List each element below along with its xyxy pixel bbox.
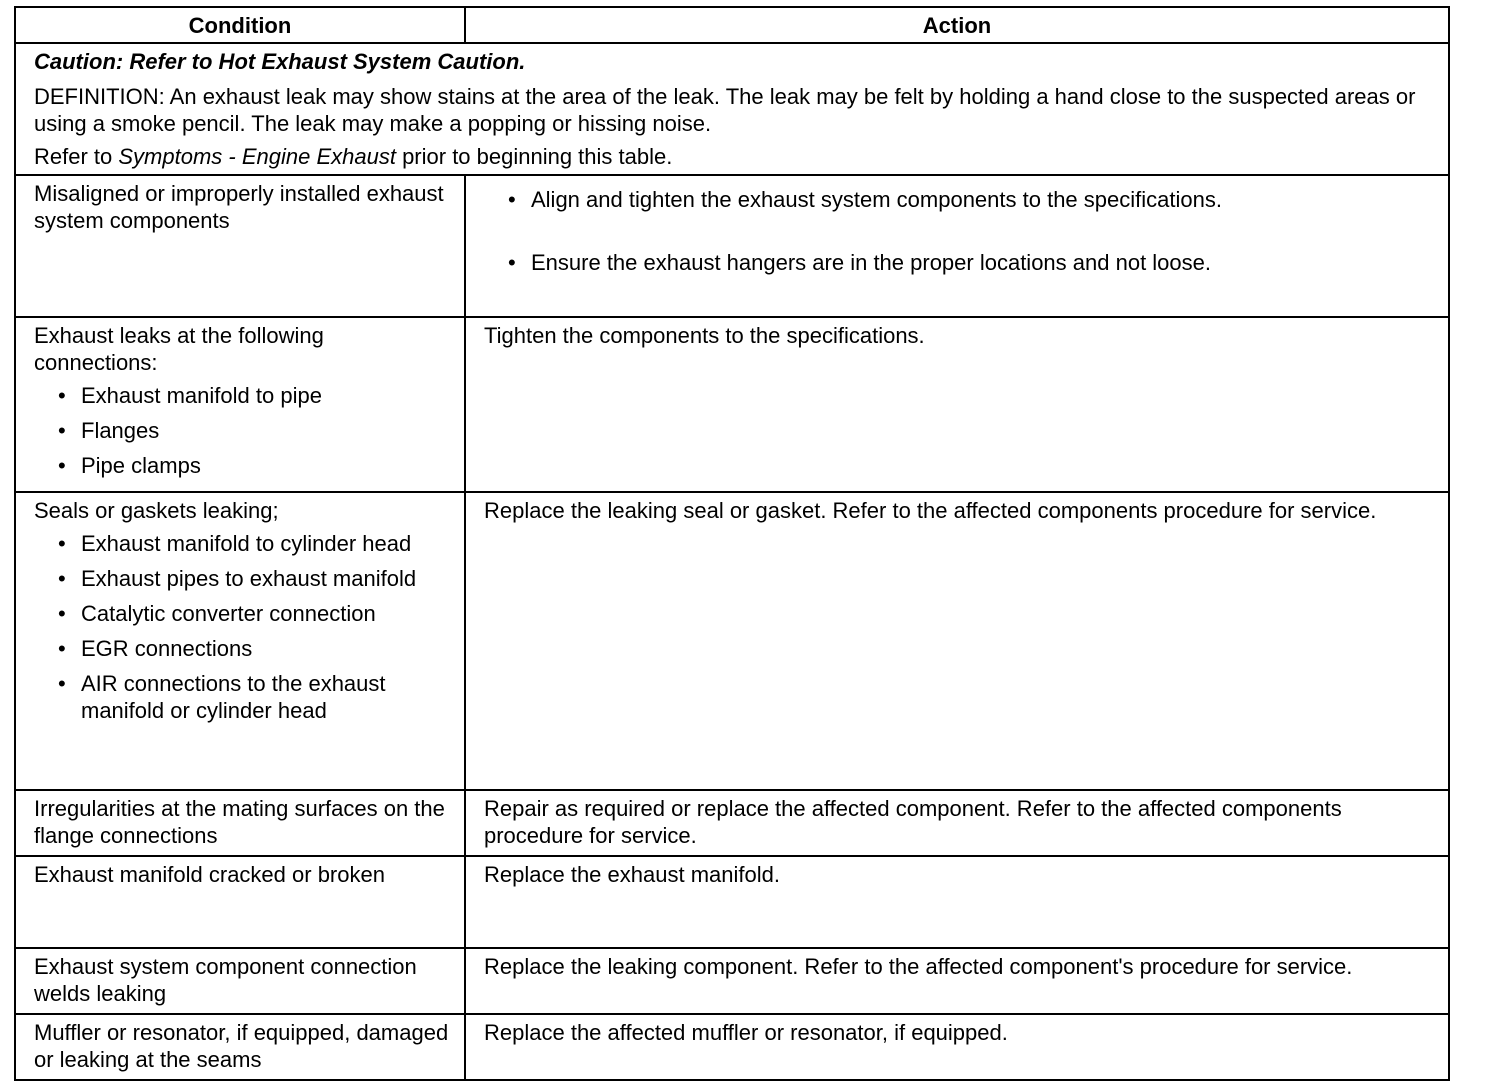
action-cell — [465, 948, 1449, 1014]
refer-text — [34, 143, 1436, 170]
table-row — [15, 317, 1449, 492]
action-cell — [465, 492, 1449, 790]
table-row — [15, 948, 1449, 1014]
header-action: Action — [465, 7, 1449, 43]
action-bullet: • Ensure the exhaust hangers are in the proper locations and not loose. — [484, 249, 1436, 276]
table-row — [15, 856, 1449, 948]
intro-cell — [15, 43, 1449, 175]
action-text: Replace the exhaust manifold. — [484, 862, 780, 887]
condition-text: Irregularities at the mating surfaces on the flange connections — [34, 796, 445, 848]
caution-text: Caution: Refer to Hot Exhaust System Caution. — [34, 49, 526, 74]
condition-bullet: • Catalytic converter connection — [34, 600, 452, 627]
intro-row — [15, 43, 1449, 175]
definition-text: DEFINITION: An exhaust leak may show stains at the area of the leak. The leak may be felt by holding a hand close to the suspected areas or using a smoke pencil. The leak may make a popping or hissing noise. — [34, 84, 1416, 136]
condition-cell — [15, 175, 465, 317]
condition-bullet: • Exhaust pipes to exhaust manifold — [34, 565, 452, 592]
action-bullet: • Align and tighten the exhaust system components to the specifications. — [484, 186, 1436, 213]
action-text: Replace the affected muffler or resonator, if equipped. — [484, 1020, 1008, 1045]
condition-bullet: • AIR connections to the exhaust manifold or cylinder head — [34, 670, 452, 724]
condition-bullet: • Flanges — [34, 417, 452, 444]
condition-bullet-list — [34, 382, 452, 479]
condition-cell — [15, 948, 465, 1014]
condition-bullet: • Exhaust manifold to cylinder head — [34, 530, 452, 557]
refer-suffix: prior to beginning this table. — [395, 144, 673, 169]
action-bullet-list — [484, 186, 1436, 276]
action-cell — [465, 856, 1449, 948]
table-header-row — [15, 7, 1449, 43]
condition-text: Seals or gaskets leaking; — [34, 498, 279, 523]
condition-cell — [15, 790, 465, 856]
condition-cell — [15, 492, 465, 790]
table-row — [15, 1014, 1449, 1080]
condition-cell — [15, 1014, 465, 1080]
condition-cell — [15, 856, 465, 948]
condition-text: Exhaust system component connection welds leaking — [34, 954, 417, 1006]
header-condition: Condition — [15, 7, 465, 43]
condition-cell — [15, 317, 465, 492]
action-text: Replace the leaking component. Refer to the affected component's procedure for service. — [484, 954, 1353, 979]
action-cell — [465, 790, 1449, 856]
action-cell — [465, 175, 1449, 317]
condition-text: Muffler or resonator, if equipped, damaged or leaking at the seams — [34, 1020, 449, 1072]
action-text: Repair as required or replace the affected component. Refer to the affected components procedure for service. — [484, 796, 1342, 848]
action-text: Tighten the components to the specifications. — [484, 323, 925, 348]
action-text: Replace the leaking seal or gasket. Refer to the affected components procedure for service. — [484, 498, 1377, 523]
condition-text: Exhaust leaks at the following connections: — [34, 323, 324, 375]
table-row — [15, 492, 1449, 790]
symptoms-reference-link[interactable]: Symptoms - Engine Exhaust — [118, 144, 396, 169]
diagnostic-table — [14, 6, 1450, 1081]
condition-bullet: • EGR connections — [34, 635, 452, 662]
condition-bullet: • Pipe clamps — [34, 452, 452, 479]
table-row — [15, 175, 1449, 317]
condition-text: Exhaust manifold cracked or broken — [34, 862, 385, 887]
action-cell — [465, 317, 1449, 492]
table-row — [15, 790, 1449, 856]
condition-bullet-list — [34, 530, 452, 724]
refer-prefix: Refer to — [34, 144, 119, 169]
action-cell — [465, 1014, 1449, 1080]
condition-bullet: • Exhaust manifold to pipe — [34, 382, 452, 409]
condition-text: Misaligned or improperly installed exhaust system components — [34, 181, 444, 233]
